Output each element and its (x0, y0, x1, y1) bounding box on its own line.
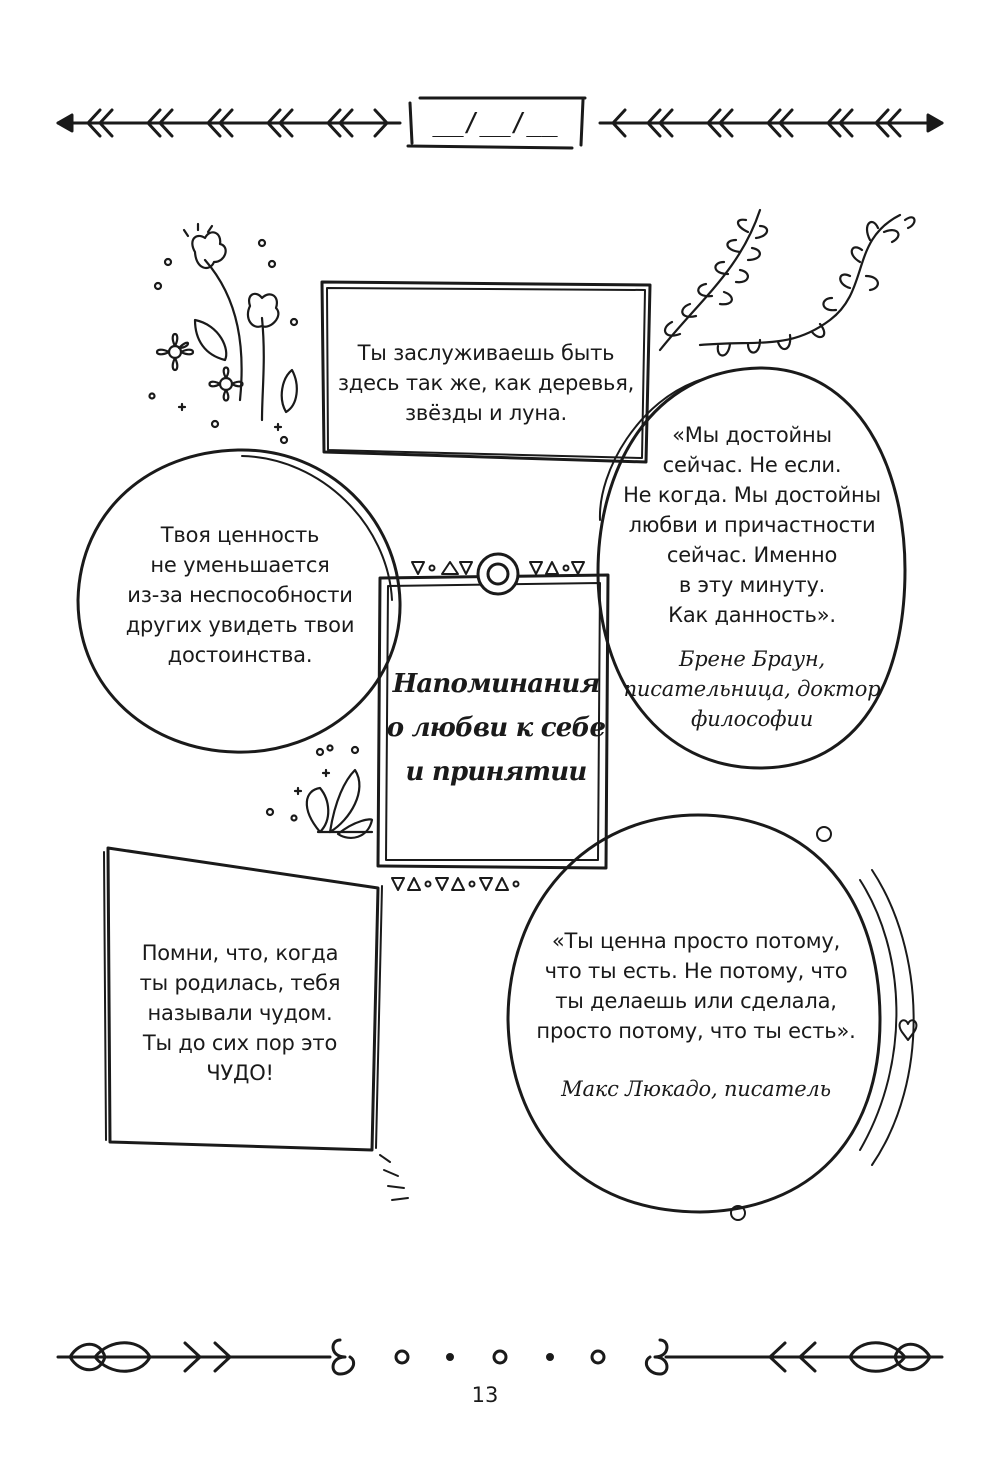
page-number: 13 (471, 1383, 499, 1407)
text-line: ты родилась, тебя (139, 971, 341, 995)
text-line: что ты есть. Не потому, что (544, 959, 848, 983)
text-line: ЧУДО! (206, 1061, 274, 1085)
text-line: звёзды и луна. (404, 401, 568, 425)
text-line: Ты заслуживаешь быть (357, 341, 615, 365)
text-line: просто потому, что ты есть». (536, 1019, 856, 1043)
top-left-arrow-divider (58, 110, 400, 136)
author-line: писательница, доктор (623, 677, 881, 701)
title-top-ornament (412, 562, 584, 574)
leaf-doodle (267, 746, 372, 838)
text-line: достоинства. (167, 643, 313, 667)
text-line: из-за неспособности (127, 583, 353, 607)
text-line: сейчас. Не если. (662, 453, 842, 477)
right-circle-author (608, 644, 896, 734)
author-line: философии (690, 707, 814, 731)
text-line: «Мы достойны (672, 423, 832, 447)
title-line: и принятии (405, 757, 587, 787)
text-line: сейчас. Именно (666, 543, 838, 567)
vine-doodle (660, 210, 914, 356)
author-line: Брене Браун, (679, 647, 825, 671)
text-line: здесь так же, как деревья, (337, 371, 635, 395)
text-line: называли чудом. (147, 1001, 333, 1025)
flower-doodle (150, 224, 298, 443)
text-line: ты делаешь или сделала, (555, 989, 837, 1013)
date-field[interactable]: __/__/__ (432, 108, 558, 138)
text-line: Ты до сих пор это (142, 1031, 338, 1055)
text-line: других увидеть твои (125, 613, 355, 637)
top-box-text (330, 338, 642, 428)
text-line: любви и причастности (628, 513, 876, 537)
text-line: «Ты ценна просто потому, (551, 929, 841, 953)
text-line: Как данность». (668, 603, 836, 627)
title-bottom-ornament (392, 878, 519, 890)
text-line: Помни, что, когда (141, 941, 339, 965)
text-line: в эту минуту. (678, 573, 826, 597)
text-line: Твоя ценность (160, 523, 320, 547)
text-line: не уменьшается (150, 553, 330, 577)
author-line: Макс Люкадо, писатель (561, 1077, 831, 1101)
bottom-circle-text (520, 926, 872, 1046)
left-circle-text (100, 520, 380, 670)
page-title (385, 662, 607, 794)
bottom-box-text (115, 938, 365, 1088)
bottom-divider (58, 1340, 942, 1374)
title-line: о любви к себе (386, 713, 606, 743)
bottom-circle-author (520, 1074, 872, 1104)
right-circle-text (608, 420, 896, 630)
title-line: Напоминания (392, 669, 600, 699)
text-line: Не когда. Мы достойны (623, 483, 881, 507)
top-right-arrow-divider (600, 110, 942, 136)
